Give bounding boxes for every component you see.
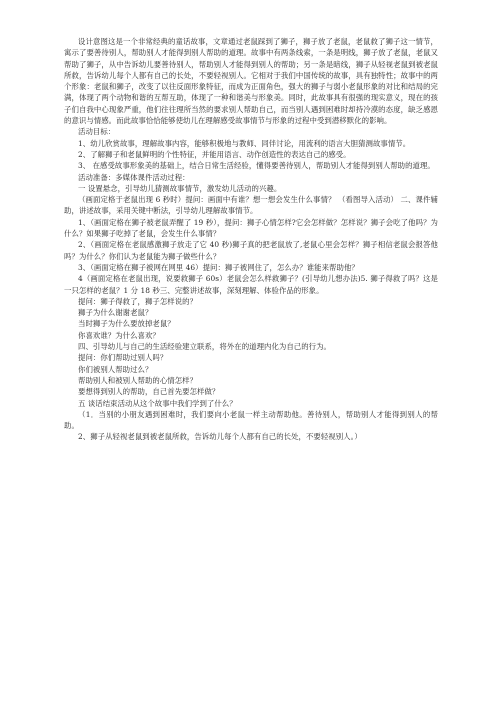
- document-page: [64, 36, 438, 443]
- step-1-question: （画面定格于老鼠出现 6 秒时）提问：画面中有谁？想一想会发生什么事情？ （看图导入活动） 二、课件辅助，讲述故事，采用关键中断法，引导幼儿理解故事情节。: [64, 195, 438, 216]
- step-3-question-3: 当时狮子为什么要放掉老鼠？: [78, 319, 175, 329]
- step-4-question-4: 要想得到别人的帮助，自己首先要怎样做？: [78, 387, 220, 397]
- step-4: 四、引导幼儿与自己的生活经验建立联系，将外在的道理内化为自己的行为。: [78, 342, 331, 352]
- conclusion-1: （1．当别的小朋友遇到困难时，我们要向小老鼠一样主动帮助他。善待别人，帮助别人才能得到别人的帮助。: [64, 409, 438, 431]
- step-4-question-2: 你们被别人帮助过么？: [78, 364, 153, 374]
- step-1: 一 设置悬念，引导幼儿猜测故事情节，激发幼儿活动的兴趣。: [78, 183, 282, 193]
- conclusion-2: 2、狮子从轻视老鼠到被老鼠所救，告诉幼儿每个人都有自己的长处，不要轻视别人。）: [78, 432, 362, 442]
- goal-1: 1、幼儿欣赏故事，理解故事内容，能够积极地与教师、同伴讨论，用流利的语言大胆猜测故事情节。: [78, 138, 411, 148]
- goals-heading: 活动目标：: [78, 127, 116, 137]
- step-2-question-3: 3、（画面定格在狮子被网在网里 46）提问：狮子被网住了，怎么办？谁能来帮助他？: [78, 262, 359, 272]
- goal-3: 3、 在感受故事形象美的基础上，结合日常生活经验，懂得要善待别人，帮助别人才能得到别人帮助的道理。: [78, 161, 435, 171]
- step-2-question-1: 1、（画面定格在狮子被老鼠弄醒了 19 秒），提问：狮子心情怎样?它会怎样做？怎样说？狮子会吃了他吗？为什么？如果狮子吃掉了老鼠，会发生什么事情？: [64, 217, 438, 239]
- step-3-question-1: 提问：狮子得救了，狮子怎样说的？: [78, 296, 198, 306]
- step-3-question-2: 狮子为什么谢谢老鼠？: [78, 308, 153, 318]
- step-5: 五 谈话结束活动从这个故事中我们学到了什么？: [78, 398, 237, 408]
- preparation-heading: 活动准备：多媒体课件活动过程：: [78, 172, 190, 182]
- goal-2: 2、了解狮子和老鼠鲜明的个性特征，并能用语言、动作创造性的表达自己的感受。: [78, 149, 351, 159]
- step-2-question-4: 4（画面定格在老鼠出现，说要救狮子 60s）老鼠会怎么样救狮子？(引导幼儿想办法)5. 狮子得救了吗？这是一只怎样的老鼠？1 分 18 秒三、完整讲述故事，深刻理解、体验作品的形象。: [64, 274, 438, 295]
- design-intent-paragraph: 设计意图这是一个非常经典的童话故事，文章通过老鼠踩到了狮子，狮子放了老鼠，老鼠救了狮子这一情节，寓示了要善待别人，帮助别人才能得到别人帮助的道理。故事中有两条线索，一条是明线，狮子放了老鼠，老鼠又帮助了狮子，从中告诉幼儿要善待别人，帮助别人才能得到别人的帮助；另一条是暗线，狮子从轻视老鼠到被老鼠所救，告诉幼儿每个人都有自己的长处，不要轻视别人。它相对于我们中国传统的故事，具有独特性；故事中的两个形象：老鼠和狮子，改变了以往反面形象特征，而成为正面角色，强大的狮子与弱小老鼠形象的对比和结局的完满，体现了两个动物和谐的互帮互助，体现了一种和谐美与形象美。同时，此故事具有很强的现实意义，现在的孩子们自我中心现象严重，他们往往理所当然的要求别人帮助自己，而当别人遇到困难时却持冷漠的态度，缺乏感恩的意识与情感。而此故事恰恰能够使幼儿在理解感受故事情节与形象的过程中受到潜移默化的影响。: [64, 37, 438, 126]
- step-4-question-1: 提问：你们帮助过别人吗？: [78, 353, 168, 363]
- step-2-question-2: 2、（画面定格在老鼠感激狮子放走了它 40 秒)狮子真的把老鼠放了,老鼠心里会怎样？狮子相信老鼠会报答他吗？为什么？你们认为老鼠能为狮子做些什么？: [64, 240, 438, 261]
- step-4-question-3: 帮助别人和被别人帮助的心情怎样？: [78, 375, 198, 385]
- step-3-question-4: 你喜欢谁？为什么喜欢？: [78, 330, 160, 340]
